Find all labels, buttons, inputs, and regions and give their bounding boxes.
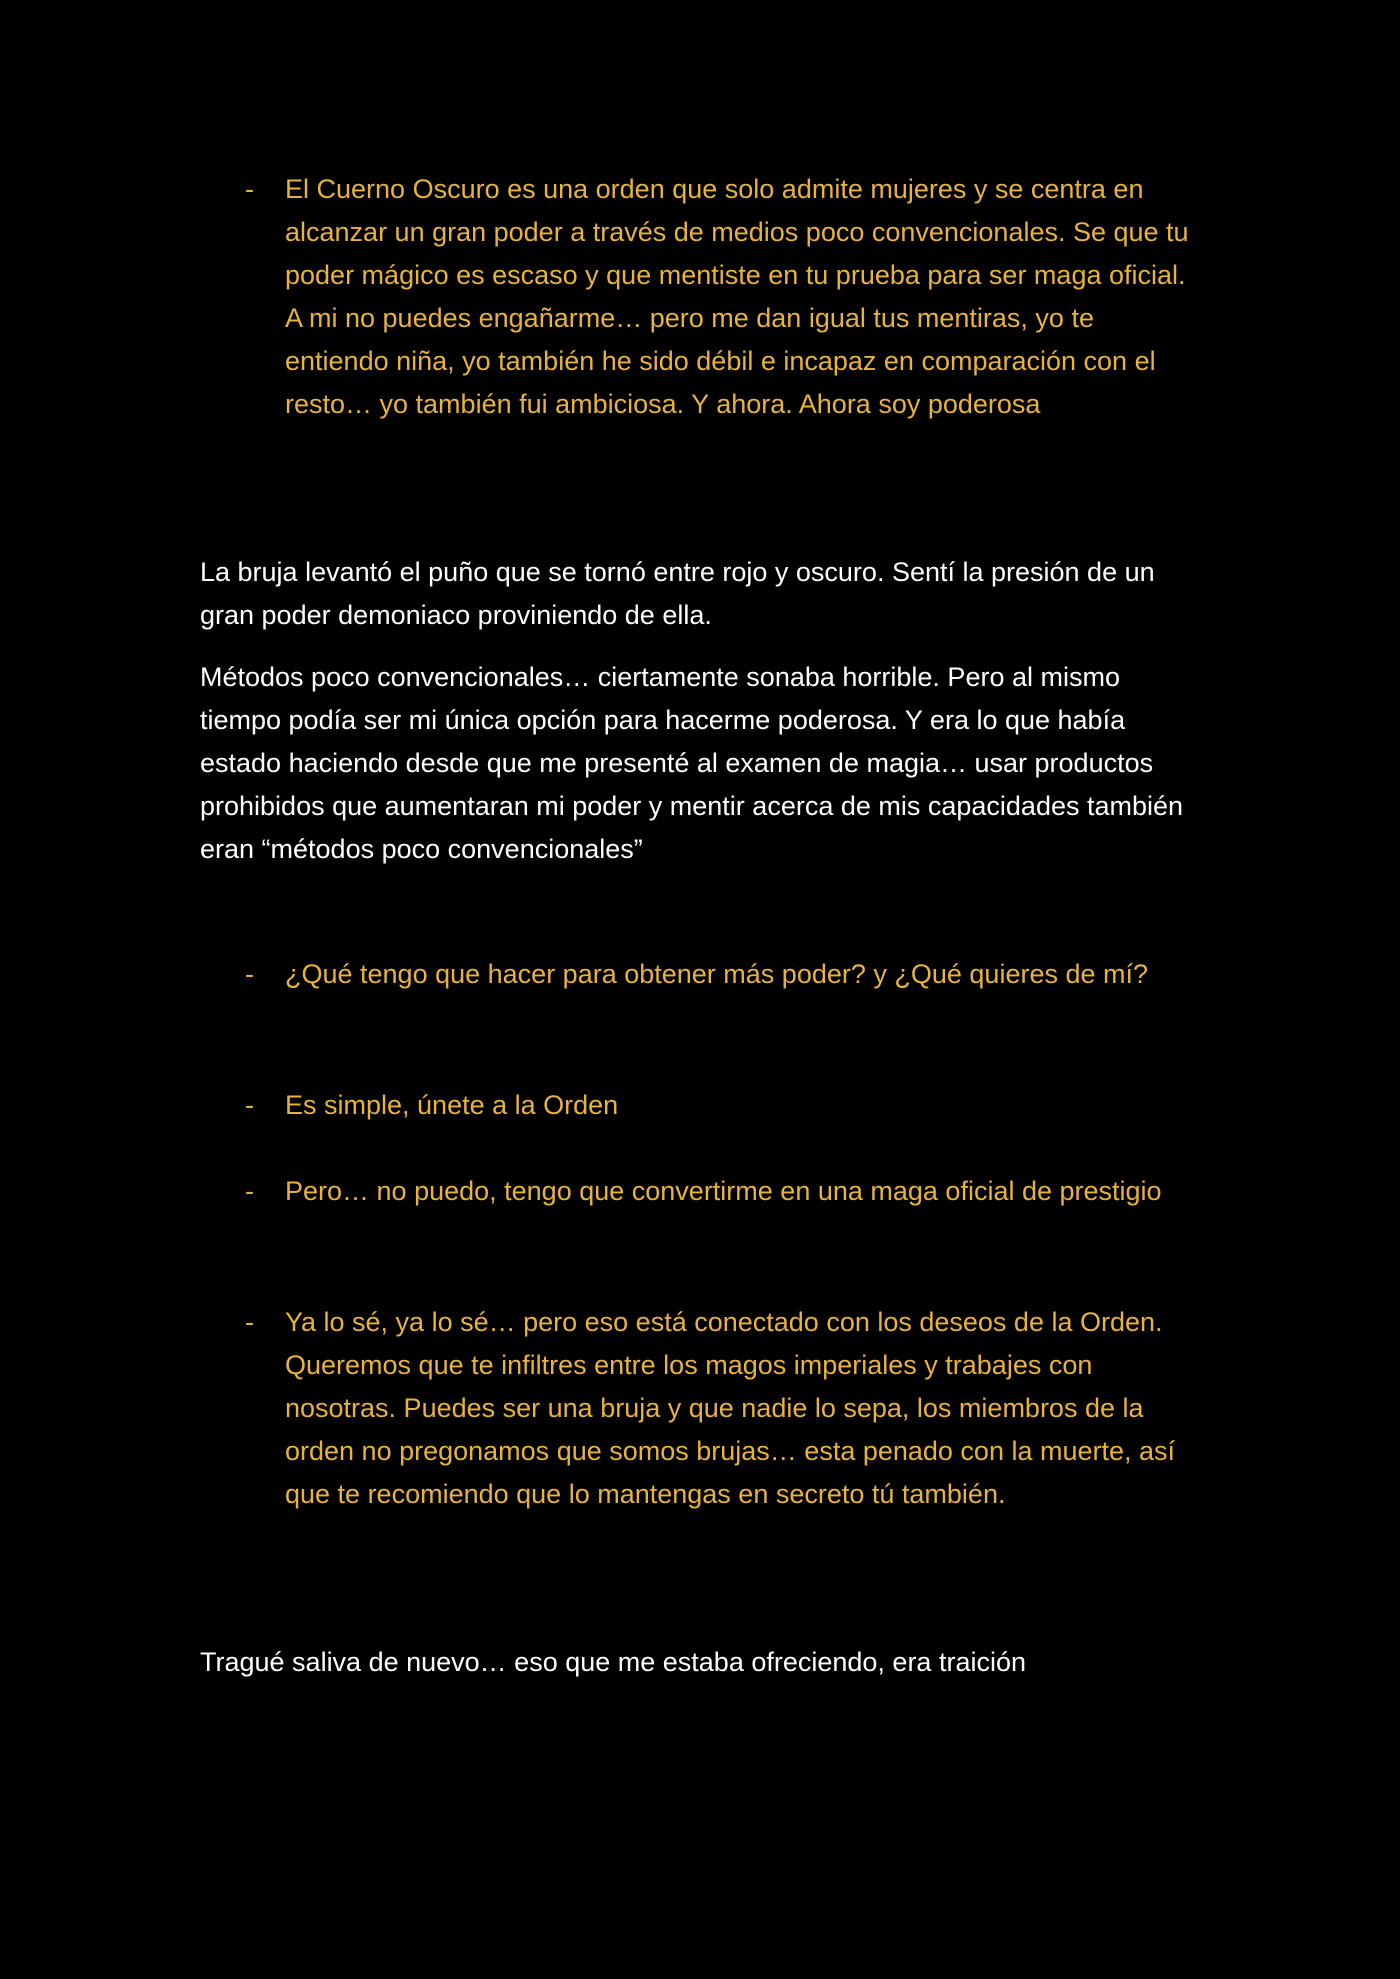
dialogue-dash: - xyxy=(245,1307,254,1337)
dialogue-paragraph-1 xyxy=(245,168,1205,426)
dialogue-paragraph-3 xyxy=(245,1084,1205,1127)
dialogue-text: El Cuerno Oscuro es una orden que solo admite mujeres y se centra en alcanzar un gran poder a través de medios poco convencionales. Se que tu poder mágico es escaso y que mentiste en tu prueba para ser maga oficial. A mi no puedes engañarme… pero me dan igual tus mentiras, yo te entiendo niña, yo también he sido débil e incapaz en comparación con el resto… yo también fui ambiciosa. Y ahora. Ahora soy poderosa xyxy=(285,174,1189,419)
dialogue-dash: - xyxy=(245,174,254,204)
narration-paragraph-2: Métodos poco convencionales… ciertamente sonaba horrible. Pero al mismo tiempo podía ser mi única opción para hacerme poderosa. Y era lo que había estado haciendo desde que me presenté al examen de magia… usar productos prohibidos que aumentaran mi poder y mentir acerca de mis capacidades también eran “métodos poco convencionales” xyxy=(200,662,1184,864)
narration-paragraph-1: La bruja levantó el puño que se tornó entre rojo y oscuro. Sentí la presión de un gran poder demoniaco proviniendo de ella. xyxy=(200,557,1155,630)
dialogue-paragraph-4 xyxy=(245,1170,1205,1213)
dialogue-text: Ya lo sé, ya lo sé… pero eso está conectado con los deseos de la Orden. Queremos que te infiltres entre los magos imperiales y trabajes con nosotras. Puedes ser una bruja y que nadie lo sepa, los miembros de la orden no pregonamos que somos brujas… esta penado con la muerte, así que te recomiendo que lo mantengas en secreto tú también. xyxy=(285,1307,1176,1509)
dialogue-dash: - xyxy=(245,1176,254,1206)
narration-paragraph-3: Tragué saliva de nuevo… eso que me estaba ofreciendo, era traición xyxy=(200,1647,1026,1677)
dialogue-text: Pero… no puedo, tengo que convertirme en una maga oficial de prestigio xyxy=(285,1176,1162,1206)
dialogue-paragraph-2 xyxy=(245,953,1205,996)
dialogue-dash: - xyxy=(245,1090,254,1120)
dialogue-text: Es simple, únete a la Orden xyxy=(285,1090,619,1120)
dialogue-paragraph-5 xyxy=(245,1301,1205,1516)
dialogue-text: ¿Qué tengo que hacer para obtener más poder? y ¿Qué quieres de mí? xyxy=(285,959,1149,989)
dialogue-dash: - xyxy=(245,959,254,989)
